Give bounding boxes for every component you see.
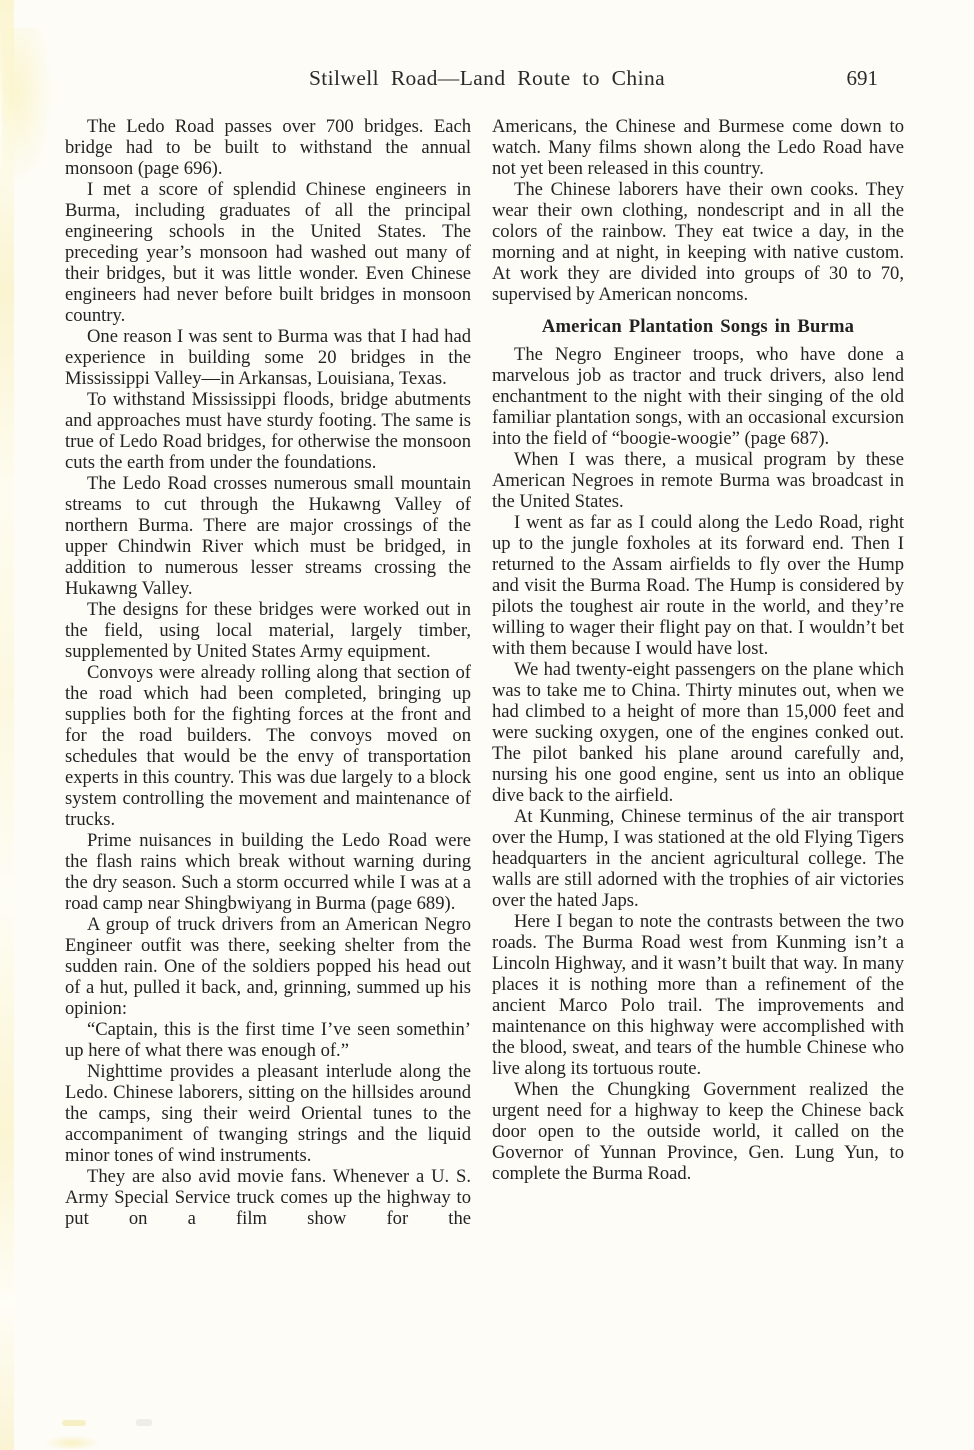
page-number: 691 [846, 66, 878, 90]
paragraph: “Captain, this is the first time I’ve seen somethin’ up here of what there was enough of.” [65, 1019, 471, 1061]
scan-smudge [46, 1436, 98, 1450]
paragraph: Here I began to note the contrasts between the two roads. The Burma Road west from Kunming isn’t a Lincoln Highway, and it wasn’t built that way. In many places it is nothing more than a refinement of the ancient Marco Polo trail. The improvements and maintenance on this highway were accomplished with the blood, sweat, and tears of the humble Chinese who live along its tortuous route. [492, 911, 904, 1079]
paragraph: They are also avid movie fans. Whenever a U. S. Army Special Service truck comes up the highway to put on a film show for the [65, 1166, 471, 1229]
paragraph: The Chinese laborers have their own cooks. They wear their own clothing, nondescript and in all the colors of the rainbow. They eat twice a day, in the morning and at night, in keeping with native custom. At work they are divided into groups of 30 to 70, supervised by American noncoms. [492, 179, 904, 305]
paragraph: The Ledo Road passes over 700 bridges. Each bridge had to be built to withstand the annual monsoon (page 696). [65, 116, 471, 179]
paragraph: Americans, the Chinese and Burmese come down to watch. Many films shown along the Ledo Road have not yet been released in this country. [492, 116, 904, 179]
paragraph: Prime nuisances in building the Ledo Road were the flash rains which break without warning during the dry season. Such a storm occurred while I was at a road camp near Shingbwiyang in Burma (page 689). [65, 830, 471, 914]
left-column [65, 116, 471, 1229]
right-column [492, 116, 904, 1229]
page-edge-discoloration [0, 0, 14, 1450]
scan-smudge [136, 1419, 152, 1426]
paragraph: I met a score of splendid Chinese engineers in Burma, including graduates of all the principal engineering schools in the United States. The preceding year’s monsoon had washed out many of their bridges, but it was little wonder. Even Chinese engineers had never before built bridges in monsoon country. [65, 179, 471, 326]
paragraph: The Negro Engineer troops, who have done a marvelous job as tractor and truck drivers, also lend enchantment to the night with their singing of the old familiar plantation songs, with an occasional excursion into the field of “boogie-woogie” (page 687). [492, 344, 904, 449]
paragraph: When the Chungking Government realized the urgent need for a highway to keep the Chinese back door open to the outside world, it called on the Governor of Yunnan Province, Gen. Lung Yun, to complete the Burma Road. [492, 1079, 904, 1184]
paragraph: When I was there, a musical program by these American Negroes in remote Burma was broadcast in the United States. [492, 449, 904, 512]
paragraph: A group of truck drivers from an American Negro Engineer outfit was there, seeking shelter from the sudden rain. One of the soldiers popped his head out of a hut, pulled it back, and, grinning, summed up his opinion: [65, 914, 471, 1019]
page-title: Stilwell Road—Land Route to China [308, 66, 666, 90]
text-columns [0, 91, 974, 1229]
paragraph: The Ledo Road crosses numerous small mountain streams to cut through the Hukawng Valley of northern Burma. There are major crossings of the upper Chindwin River which must be bridged, in addition to numerous lesser streams crossing the Hukawng Valley. [65, 473, 471, 599]
paragraph: I went as far as I could along the Ledo Road, right up to the jungle foxholes at its forward end. Then I returned to the Assam airfields to fly over the Hump and visit the Burma Road. The Hump is considered by pilots the toughest air route in the world, and they’re willing to wager their flight pay on that. I wouldn’t bet with them because I would have lost. [492, 512, 904, 659]
section-heading: American Plantation Songs in Burma [541, 316, 855, 337]
running-head [0, 0, 974, 91]
paragraph: At Kunming, Chinese terminus of the air transport over the Hump, I was stationed at the old Flying Tigers headquarters in the ancient agricultural college. The walls are still adorned with the trophies of air victories over the hated Japs. [492, 806, 904, 911]
paragraph: Convoys were already rolling along that section of the road which had been completed, bringing up supplies both for the fighting forces at the front and for the road builders. The convoys moved on schedules that would be the envy of transportation experts in this country. This was due largely to a block system controlling the movement and maintenance of trucks. [65, 662, 471, 830]
scan-smudge [62, 1420, 86, 1426]
paragraph: Nighttime provides a pleasant interlude along the Ledo. Chinese laborers, sitting on the hillsides around the camps, sing their weird Oriental tunes to the accompaniment of twanging strings and the liquid minor tones of wind instruments. [65, 1061, 471, 1166]
paragraph: We had twenty-eight passengers on the plane which was to take me to China. Thirty minutes out, when we had climbed to a height of more than 15,000 feet and were sucking oxygen, one of the engines conked out. The pilot banked his plane around carefully and, nursing his one good engine, sent us into an oblique dive back to the airfield. [492, 659, 904, 806]
paragraph: One reason I was sent to Burma was that I had had experience in building some 20 bridges in the Mississippi Valley—in Arkansas, Louisiana, Texas. [65, 326, 471, 389]
paragraph: To withstand Mississippi floods, bridge abutments and approaches must have sturdy footing. The same is true of Ledo Road bridges, for otherwise the monsoon cuts the earth from under the foundations. [65, 389, 471, 473]
paragraph: The designs for these bridges were worked out in the field, using local material, largely timber, supplemented by United States Army equipment. [65, 599, 471, 662]
